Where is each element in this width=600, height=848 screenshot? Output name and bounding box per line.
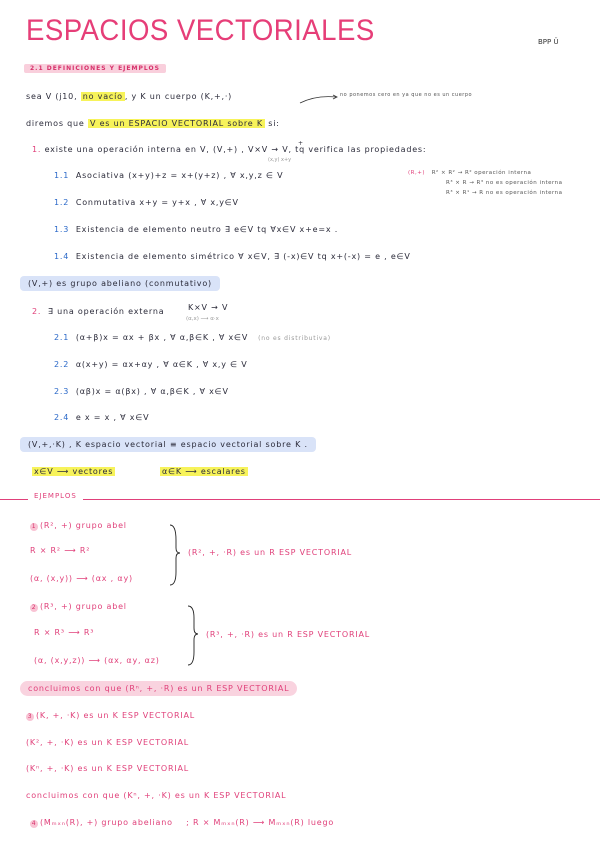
ex3-c: (Kⁿ, +, ·K) es un K ESP VECTORIAL	[26, 764, 190, 773]
ex2-b: R × R³ ⟶ R³	[34, 628, 95, 637]
ex1-a: 1 (R², +) grupo abel	[31, 521, 127, 530]
group-abelian-box: (V,+) es grupo abeliano (conmutativo)	[20, 276, 220, 291]
item-1: 1. existe una operación interna en V, (V,+) , V×V → V, tq verifica las propiedades:	[32, 145, 427, 154]
brace-ex2	[188, 606, 198, 665]
sub-2-2: 2.2 α(x+y) = αx+αy , ∀ α∈K , ∀ x,y ∈ V	[54, 360, 248, 369]
ex1-result: (R², +, ·R) es un R ESP VECTORIAL	[188, 548, 352, 557]
ex2-result: (R³, +, ·R) es un R ESP VECTORIAL	[206, 630, 370, 639]
intro-note: no ponemos cero en ya que no es un cuerpo	[340, 92, 473, 98]
ex1-b: R × R² ⟶ R²	[30, 546, 91, 555]
scalars-highlight: α∈K ⟶ escalares	[162, 467, 246, 476]
sub-1-2: 1.2 Conmutativa x+y = y+x , ∀ x,y∈V	[54, 198, 239, 207]
item-2-map: K×V → V	[188, 303, 229, 312]
ex2-c: (α, (x,y,z)) ⟶ (αx, αy, αz)	[34, 656, 160, 665]
side-note: (R,+) R² × R² → R² operación interna R³ × R → R³ no es operación interna R³ × R¹ → R no es operación interna	[408, 170, 563, 196]
vector-space-box: (V,+,·K) , K espacio vectorial ≡ espacio vectorial sobre K .	[20, 437, 316, 452]
intro-line-2: diremos que V es un ESPACIO VECTORIAL sobre K si:	[26, 119, 280, 128]
sub-1-3: 1.3 Existencia de elemento neutro ∃ e∈V tq ∀x∈V x+e=x .	[54, 225, 339, 234]
item-1-arrow-label: +	[298, 140, 304, 147]
sub-1-4: 1.4 Existencia de elemento simétrico ∀ x∈V, ∃ (-x)∈V tq x+(-x) = e , e∈V	[54, 252, 411, 261]
intro-line-1: sea V (j10, no vacío , y K un cuerpo (K,+,·)	[26, 92, 233, 101]
conclusion-2: concluimos con que (Kⁿ, +, ·K) es un K ESP VECTORIAL	[26, 791, 287, 800]
sub-1-1: 1.1 Asociativa (x+y)+z = x+(y+z) , ∀ x,y,z ∈ V	[54, 171, 284, 180]
ex3-a: 3 (K, +, ·K) es un K ESP VECTORIAL	[27, 711, 196, 720]
ex4: 4 (Mₘₓₙ(R), +) grupo abeliano ; R × Mₘₓₙ(R) ⟶ Mₘₓₙ(R) luego	[31, 818, 335, 827]
conclusion-1: concluimos con que (Rⁿ, +, ·R) es un R ESP VECTORIAL	[20, 681, 297, 696]
brace-ex1	[170, 525, 180, 585]
examples-divider	[0, 499, 600, 500]
note-arrow	[300, 97, 336, 103]
sub-2-4: 2.4 e x = x , ∀ x∈V	[54, 413, 150, 422]
sub-2-1: 2.1 (α+β)x = αx + βx , ∀ α,β∈K , ∀ x∈V (no es distributiva)	[54, 333, 331, 342]
section-label: 2.1 DEFINICIONES Y EJEMPLOS	[24, 64, 166, 73]
ex1-c: (α, (x,y)) ⟶ (αx , αy)	[30, 574, 133, 583]
vectors-highlight: x∈V ⟶ vectores	[34, 467, 114, 476]
author-mark: BPP Ü	[538, 38, 559, 46]
item-2: 2. ∃ una operación externa	[32, 307, 165, 316]
item-1-arrow-sub: (x,y) x+y	[268, 157, 292, 163]
page-title: ESPACIOS VECTORIALES	[26, 14, 375, 47]
examples-label: EJEMPLOS	[28, 492, 83, 500]
sub-2-3: 2.3 (αβ)x = α(βx) , ∀ α,β∈K , ∀ x∈V	[54, 387, 229, 396]
item-2-map-sub: (α,x) ⟶ α·x	[186, 316, 219, 322]
ex2-a: 2 (R³, +) grupo abel	[31, 602, 127, 611]
ex3-b: (K², +, ·K) es un K ESP VECTORIAL	[26, 738, 190, 747]
